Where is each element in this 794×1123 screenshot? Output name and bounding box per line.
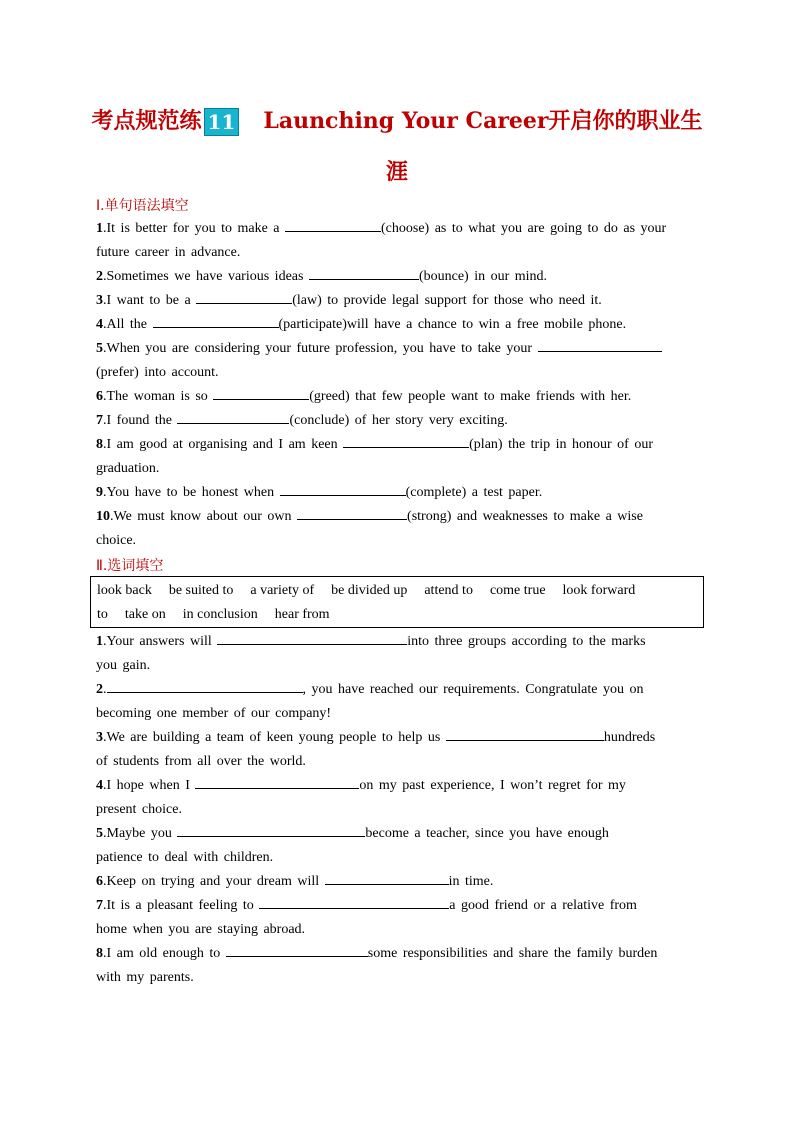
s1-item-1-cont: future career in advance. — [96, 245, 241, 260]
title-prefix: 考点规范练 — [91, 108, 202, 134]
s1-item-1: 1.It is better for you to make a (choose) as to what you are going to do as your — [96, 217, 696, 241]
phrase: come true — [489, 583, 546, 598]
s1-item-6: 6.The woman is so (greed) that few people want to make friends with her. — [96, 385, 696, 409]
answer-blank[interactable] — [325, 870, 449, 885]
phrase: take on — [124, 607, 166, 622]
section2-heading: Ⅱ.选词填空 — [96, 558, 164, 574]
answer-blank[interactable] — [309, 265, 419, 280]
s2-item-1: 1.Your answers will into three groups according to the marks — [96, 630, 696, 654]
exercise-number-badge: 11 — [204, 108, 240, 136]
phrase: to — [97, 607, 108, 622]
title-continuation: 涯 — [385, 159, 408, 185]
s1-item-10: 10.We must know about our own (strong) and weaknesses to make a wise — [96, 505, 696, 529]
phrase: a variety of — [250, 583, 315, 598]
s2-item-3: 3.We are building a team of keen young people to help us hundreds — [96, 726, 696, 750]
answer-blank[interactable] — [217, 630, 407, 645]
page-title — [0, 104, 794, 136]
answer-blank[interactable] — [285, 217, 381, 232]
s2-item-8-cont: with my parents. — [96, 970, 194, 985]
title-english: Launching Your Career — [263, 108, 549, 134]
word-bank-row-1 — [97, 583, 635, 599]
phrase: look forward — [562, 583, 636, 598]
s2-item-5-cont: patience to deal with children. — [96, 850, 274, 865]
s2-item-6: 6.Keep on trying and your dream will in time. — [96, 870, 696, 894]
section1-heading: Ⅰ.单句语法填空 — [96, 198, 189, 214]
s1-item-7: 7.I found the (conclude) of her story very exciting. — [96, 409, 696, 433]
phrase: in conclusion — [182, 607, 258, 622]
answer-blank[interactable] — [259, 894, 449, 909]
phrase: look back — [97, 583, 152, 598]
s2-item-1-cont: you gain. — [96, 658, 151, 673]
s2-item-3-cont: of students from all over the world. — [96, 754, 306, 769]
answer-blank[interactable] — [343, 433, 469, 448]
s2-item-4-cont: present choice. — [96, 802, 182, 817]
s1-item-5: 5.When you are considering your future profession, you have to take your — [96, 337, 696, 361]
answer-blank[interactable] — [177, 822, 365, 837]
s2-item-2-cont: becoming one member of our company! — [96, 706, 332, 721]
phrase: be divided up — [331, 583, 408, 598]
phrase: hear from — [274, 607, 330, 622]
word-bank-box — [90, 576, 704, 628]
answer-blank[interactable] — [538, 337, 662, 352]
s1-item-4: 4.All the (participate)will have a chance to win a free mobile phone. — [96, 313, 696, 337]
answer-blank[interactable] — [297, 505, 407, 520]
answer-blank[interactable] — [213, 385, 309, 400]
s2-item-2: 2. , you have reached our requirements. Congratulate you on — [96, 678, 696, 702]
answer-blank[interactable] — [280, 481, 406, 496]
answer-blank[interactable] — [153, 313, 279, 328]
phrase: be suited to — [168, 583, 234, 598]
answer-blank[interactable] — [195, 774, 359, 789]
s1-item-8-cont: graduation. — [96, 461, 160, 476]
s1-item-9: 9.You have to be honest when (complete) a test paper. — [96, 481, 696, 505]
s2-item-8: 8.I am old enough to some responsibilities and share the family burden — [96, 942, 696, 966]
s1-item-2: 2.Sometimes we have various ideas (bounce) in our mind. — [96, 265, 696, 289]
s1-item-8: 8.I am good at organising and I am keen (plan) the trip in honour of our — [96, 433, 696, 457]
answer-blank[interactable] — [446, 726, 604, 741]
answer-blank[interactable] — [226, 942, 368, 957]
s1-item-10-cont: choice. — [96, 533, 137, 548]
answer-blank[interactable] — [107, 678, 303, 693]
title-chinese-a: 开启你的职业生 — [548, 108, 703, 134]
s2-item-5: 5.Maybe you become a teacher, since you have enough — [96, 822, 696, 846]
s2-item-4: 4.I hope when I on my past experience, I won’t regret for my — [96, 774, 696, 798]
answer-blank[interactable] — [177, 409, 289, 424]
phrase: attend to — [424, 583, 473, 598]
word-bank-row-2 — [97, 607, 347, 623]
s1-item-3: 3.I want to be a (law) to provide legal support for those who need it. — [96, 289, 696, 313]
answer-blank[interactable] — [196, 289, 292, 304]
s2-item-7: 7.It is a pleasant feeling to a good friend or a relative from — [96, 894, 696, 918]
s1-item-5-cont: (prefer) into account. — [96, 365, 219, 380]
s2-item-7-cont: home when you are staying abroad. — [96, 922, 306, 937]
